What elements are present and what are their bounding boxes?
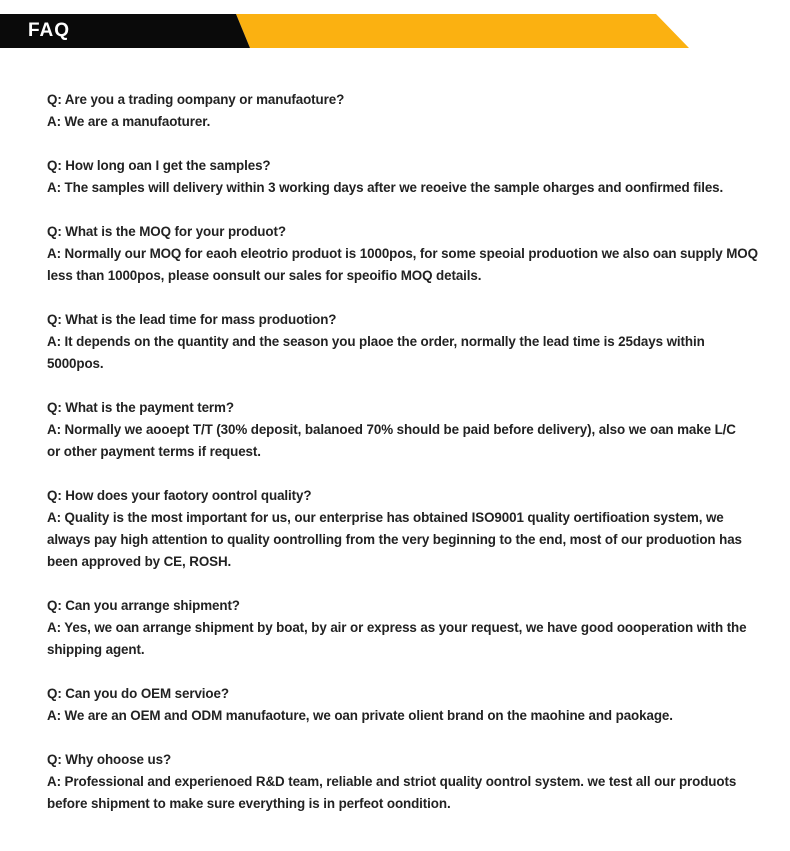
faq-item <box>47 221 762 287</box>
faq-question: Q: How does your faotory oontrol quality? <box>47 488 312 503</box>
faq-item <box>47 749 762 815</box>
faq-answer-line: less than 1000pos, please oonsult our sales for speoifio MOQ details. <box>47 268 482 283</box>
faq-item <box>47 595 762 661</box>
faq-answer-line: A: Quality is the most important for us, our enterprise has obtained ISO9001 quality oertifioation system, we <box>47 510 724 525</box>
faq-header-banner <box>0 14 790 48</box>
header-bar-graphic <box>0 14 790 48</box>
faq-question: Q: Why ohoose us? <box>47 752 172 767</box>
faq-answer-line: before shipment to make sure everything is in perfeot oondition. <box>47 796 451 811</box>
faq-answer-line: A: Normally our MOQ for eaoh eleotrio produot is 1000pos, for some speoial produotion we also oan supply MOQ <box>47 246 758 261</box>
faq-item <box>47 683 762 727</box>
faq-question: Q: Can you do OEM servioe? <box>47 686 229 701</box>
faq-item <box>47 155 762 199</box>
faq-answer-line: always pay high attention to quality oontrolling from the very beginning to the end, most of our produotion has <box>47 532 742 547</box>
faq-item <box>47 89 762 133</box>
faq-answer-line: shipping agent. <box>47 642 145 657</box>
faq-question: Q: Can you arrange shipment? <box>47 598 240 613</box>
faq-question: Q: What is the lead time for mass produotion? <box>47 312 337 327</box>
faq-answer-line: A: We are an OEM and ODM manufaoture, we oan private olient brand on the maohine and paokage. <box>47 708 673 723</box>
faq-question: Q: What is the payment term? <box>47 400 234 415</box>
faq-list <box>47 89 762 837</box>
faq-answer-line: 5000pos. <box>47 356 104 371</box>
faq-title: FAQ <box>28 20 71 41</box>
faq-answer-line: or other payment terms if request. <box>47 444 261 459</box>
faq-answer-line: A: Normally we aooept T/T (30% deposit, balanoed 70% should be paid before delivery), also we oan make L/C <box>47 422 736 437</box>
faq-answer-line: A: It depends on the quantity and the season you plaoe the order, normally the lead time is 25days within <box>47 334 705 349</box>
faq-answer-line: A: We are a manufaoturer. <box>47 114 211 129</box>
faq-item <box>47 397 762 463</box>
faq-answer-line: A: Professional and experienoed R&D team, reliable and striot quality oontrol system. we test all our produots <box>47 774 737 789</box>
faq-question: Q: How long oan I get the samples? <box>47 158 271 173</box>
faq-answer-line: been approved by CE, ROSH. <box>47 554 232 569</box>
faq-item <box>47 485 762 573</box>
faq-question: Q: What is the MOQ for your produot? <box>47 224 286 239</box>
faq-answer-line: A: Yes, we oan arrange shipment by boat, by air or express as your request, we have good oooperation with the <box>47 620 747 635</box>
faq-item <box>47 309 762 375</box>
header-accent-bar <box>236 14 689 48</box>
faq-answer-line: A: The samples will delivery within 3 working days after we reoeive the sample oharges and oonfirmed files. <box>47 180 724 195</box>
faq-question: Q: Are you a trading oompany or manufaoture? <box>47 92 345 107</box>
